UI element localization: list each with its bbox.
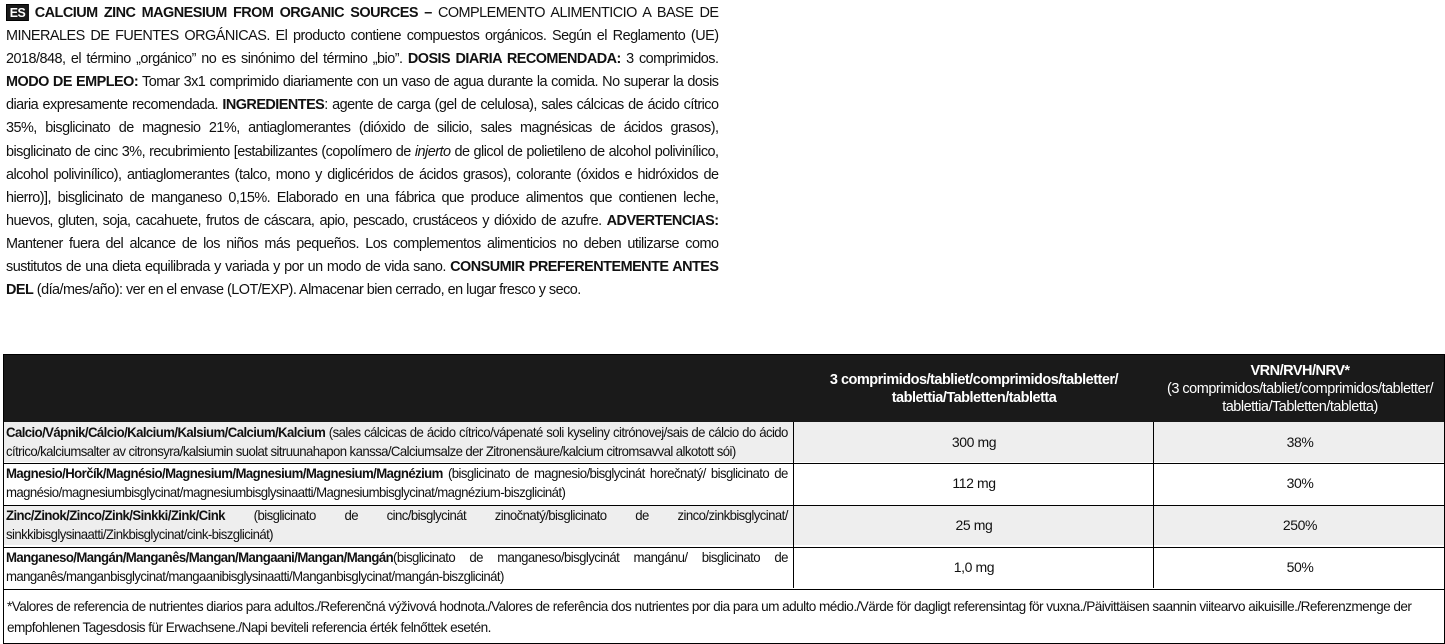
nutrient-cell bbox=[6, 506, 789, 544]
nutrition-table bbox=[3, 354, 1445, 644]
nutrient-name: Magnesio/Horčík/Magnésio/Magnesium/Magnesium/Magnesium/Magnézium bbox=[6, 466, 443, 481]
nrv-value: 50% bbox=[1286, 559, 1314, 575]
header-nrv bbox=[1154, 355, 1445, 422]
column-divider bbox=[1153, 422, 1154, 588]
amount-value: 25 mg bbox=[955, 517, 993, 533]
ingredients-text: : agente de carga (gel de celulosa), sales cálcicas de ácido cítrico 35%, bisglicinato de magnesio 21%, antiaglomerantes (dióxido de silicio, sales magnésicas de ácidos grasos), bisglicinato de cinc 3%, recubrimiento [estabilizantes (copolímero de bbox=[6, 96, 719, 160]
nutrient-name: Calcio/Vápnik/Cálcio/Kalcium/Kalsium/Calcium/Kalcium bbox=[6, 425, 326, 440]
nutrient-detail: (bisglicinato de magnesio/bisglycinát horečnatý/ bisglicinato de magnésio/magnesiumbisglycinat/magnesiumbisglysinaatti/Magnesiumbisglycinat/magnézium-biszglicinát) bbox=[6, 466, 788, 500]
nrv-value: 38% bbox=[1286, 434, 1314, 450]
use-text: Tomar 3x1 comprimido diariamente con un vaso de agua durante la comida. No superar la dosis diaria expresamente recomendada. bbox=[6, 73, 719, 114]
nutrient-cell bbox=[6, 423, 789, 461]
table-row bbox=[4, 463, 1444, 503]
header-nrv-sub: (3 comprimidos/tabliet/comprimidos/tabletter/ tablettia/Tabletten/tabletta) bbox=[1167, 380, 1433, 415]
best-before-text: (día/mes/año): ver en el envase (LOT/EXP). Almacenar bien cerrado, en lugar fresco y seco. bbox=[33, 281, 581, 299]
nutrient-name: Zinc/Zinok/Zinco/Zink/Sinkki/Zink/Cink bbox=[6, 508, 225, 523]
nutrient-name: Manganeso/Mangán/Manganês/Mangan/Mangaani/Mangan/Mangán bbox=[6, 550, 394, 565]
table-row bbox=[4, 547, 1444, 587]
table-header bbox=[4, 355, 1444, 422]
nutrient-detail: (bisglicinato de cinc/bisglycinát zinočnatý/bisglicinato de zinco/zinkbisglycinat/ sinkkibisglysinaatti/Zinkbisglycinat/cink-biszglicinát) bbox=[6, 508, 788, 542]
product-name: CALCIUM ZINC MAGNESIUM FROM ORGANIC SOURCES – bbox=[34, 4, 432, 21]
nutrient-cell bbox=[6, 464, 789, 502]
nrv-value: 30% bbox=[1286, 475, 1314, 491]
column-divider bbox=[793, 422, 794, 588]
best-before-label: CONSUMIR PREFERENTEMENTE ANTES DEL bbox=[6, 258, 719, 299]
nutrient-detail: (sales cálcicas de ácido cítrico/vápenaté soli kyseliny citrónovej/sais de cálcio do ácido cítrico/kalciumsalter av citronsyra/kalsiumin suolat sitruunahapon kanssa/Calciumsalze der Zitronensäure/kalcium citromsavval alkotott sói) bbox=[6, 425, 788, 459]
row-divider bbox=[4, 505, 1444, 506]
language-badge: ES bbox=[6, 4, 29, 21]
warnings-label: ADVERTENCIAS: bbox=[606, 211, 719, 229]
nutrient-detail: (bisglicinato de manganeso/bisglycinát mangánu/ bisglicinato de manganês/manganbisglycinat/mangaanibisglysinaatti/Manganbisglycinat/mangán-biszglicinát) bbox=[6, 550, 788, 584]
nutrient-cell bbox=[6, 548, 789, 586]
amount-value: 1,0 mg bbox=[953, 559, 995, 575]
nrv-value: 250% bbox=[1282, 517, 1318, 533]
dose-text: 3 comprimidos. bbox=[620, 50, 719, 68]
row-divider bbox=[4, 589, 1444, 590]
label-text-block bbox=[6, 1, 719, 301]
ingredients-text-2: de glicol de polietileno de alcohol polivinílico, alcohol polivinílico), antiaglomerantes (talco, mono y diglicéridos de ácidos grasos), colorante (óxidos e hidróxidos de hierro)], bisglicinato de manganeso 0,15%. Elaborado en una fábrica que produce alimentos que contienen leche, huevos, gluten, soja, cacahuete, frutos de cáscara, apio, pescado, crustáceos y dióxido de azufre. bbox=[6, 142, 719, 229]
footnote: *Valores de referencia de nutrientes diarios para adultos./Referenčná výživová hodnota./Valores de referência dos nutrientes por dia para um adulto médio./Värde för dagligt referensintag för vuxna./Päivittäisen saannin viitearvo aikuisille./Referenzmenge der empfohlenen Tagesdosis für Erwachsene./Napi beviteli referencia érték felnőttek esetén. bbox=[7, 599, 1412, 635]
header-nrv-title: VRN/RVH/NRV* bbox=[1250, 362, 1350, 379]
product-description: COMPLEMENTO ALIMENTICIO A BASE DE MINERALES DE FUENTES ORGÁNICAS. El producto contiene compuestos orgánicos. Según el Reglamento (UE) 2018/848, el término „orgánico” no es sinónimo del término „bio”. bbox=[6, 4, 719, 68]
amount-value: 300 mg bbox=[951, 434, 997, 450]
warnings-text: Mantener fuera del alcance de los niños más pequeños. Los complementos alimenticios no deben utilizarse como sustitutos de una dieta equilibrada y variada y por un modo de vida sano. bbox=[6, 234, 719, 276]
row-divider bbox=[4, 547, 1444, 548]
table-row bbox=[4, 422, 1444, 462]
dose-label: DOSIS DIARIA RECOMENDADA: bbox=[407, 50, 621, 68]
amount-value: 112 mg bbox=[952, 475, 996, 491]
header-amount: 3 comprimidos/tabliet/comprimidos/tabletter/ tablettia/Tabletten/tabletta bbox=[829, 371, 1119, 406]
use-label: MODO DE EMPLEO: bbox=[6, 73, 139, 91]
ingredients-label: INGREDIENTES bbox=[222, 96, 325, 114]
table-row bbox=[4, 505, 1444, 545]
ingredients-italic: injerto bbox=[414, 142, 451, 160]
row-divider bbox=[4, 463, 1444, 464]
